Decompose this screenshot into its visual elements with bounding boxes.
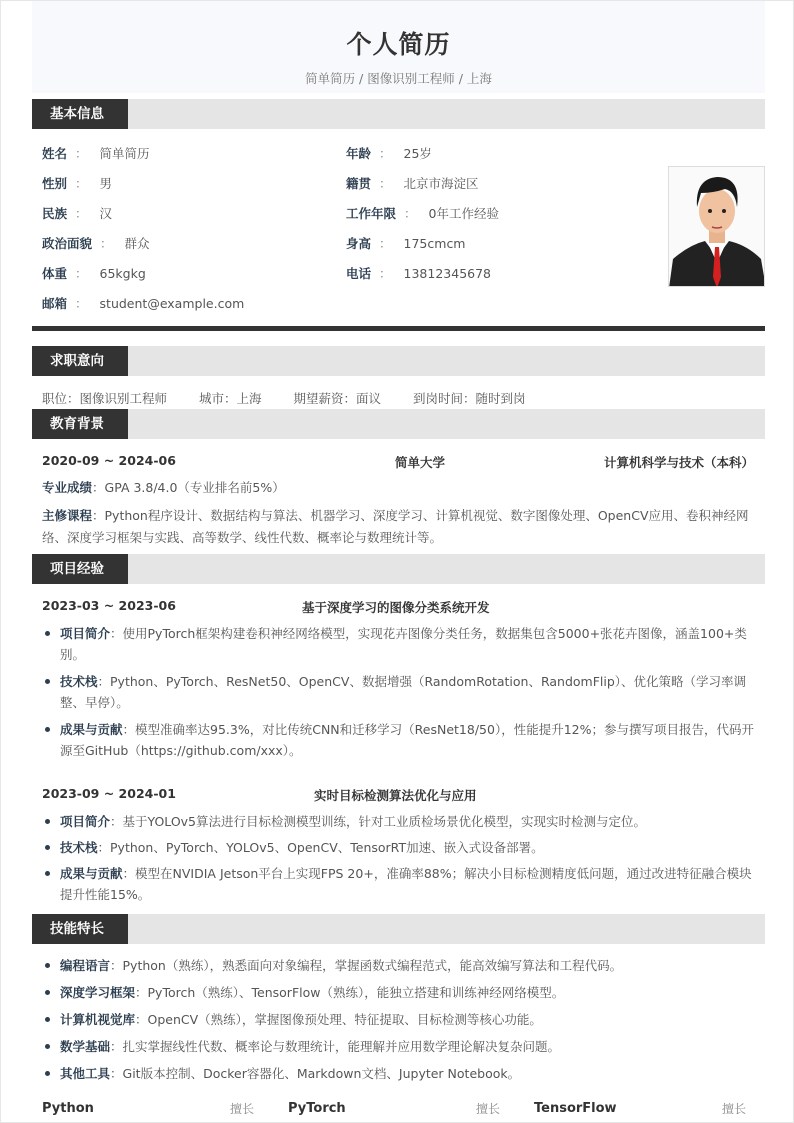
info-label: 性别 (42, 176, 68, 191)
skill-label: 编程语言 (60, 958, 111, 973)
bullet-text: ：Python、PyTorch、YOLOv5、OpenCV、TensorRT加速、嵌入式设备部署。 (97, 840, 544, 855)
edu-courses (42, 505, 758, 549)
skill-text: ：PyTorch（熟练）、TensorFlow（熟练），能独立搭建和训练神经网络模型。 (135, 985, 565, 1000)
edu-school: 简单大学 (394, 455, 445, 470)
section-title: 基本信息 (32, 99, 128, 129)
project-bullet (42, 671, 758, 713)
info-value: 简单简历 (99, 146, 150, 161)
info-field (42, 234, 150, 252)
info-value: 175cmcm (403, 236, 466, 251)
info-label: 身高 (346, 236, 372, 251)
skill-level: 擅长 (229, 1102, 254, 1116)
project-bullets (42, 811, 758, 910)
info-label: 籍贯 (346, 176, 372, 191)
skill-level-item (534, 1100, 754, 1117)
info-field (346, 264, 491, 282)
info-separator: ： (75, 176, 88, 191)
skill-label: 计算机视觉库 (60, 1012, 136, 1027)
skill-text: ：OpenCV（熟练），掌握图像预处理、特征提取、目标检测等核心功能。 (135, 1012, 542, 1027)
info-label: 邮箱 (42, 296, 68, 311)
project-period: 2023-09 ~ 2024-01 (42, 786, 176, 801)
info-field (42, 294, 244, 312)
skill-label: 深度学习框架 (60, 985, 136, 1000)
project-header (42, 598, 754, 616)
bullet-label: 成果与贡献 (60, 866, 123, 881)
skill-name: PyTorch (288, 1101, 346, 1116)
info-label: 工作年限 (346, 206, 397, 221)
info-label: 年龄 (346, 146, 372, 161)
intent-city: 城市：上海 (199, 391, 262, 406)
info-field (42, 264, 146, 282)
education-row (42, 453, 754, 471)
bullet-text: ：基于YOLOv5算法进行目标检测模型训练，针对工业质检场景优化模型，实现实时检测与定位。 (110, 814, 647, 829)
page-title: 个人简历 (346, 30, 451, 59)
bullet-label: 项目简介 (60, 626, 111, 641)
project-name: 实时目标检测算法优化与应用 (314, 788, 477, 803)
project-header (42, 786, 754, 804)
section-skills (32, 914, 765, 944)
info-field (346, 174, 479, 192)
info-field (42, 204, 112, 222)
edu-gpa (42, 477, 758, 499)
info-value: 北京市海淀区 (403, 176, 479, 191)
info-separator: ： (75, 266, 88, 281)
skill-text: ：Git版本控制、Docker容器化、Markdown文档、Jupyter Notebook。 (110, 1066, 521, 1081)
info-label: 姓名 (42, 146, 68, 161)
project-bullet (42, 863, 758, 905)
info-separator: ： (379, 146, 392, 161)
bullet-text: ：模型在NVIDIA Jetson平台上实现FPS 20+，准确率88%；解决小目标检测精度低问题，通过改进特征融合模块提升性能15%。 (60, 866, 752, 902)
skill-level-item (288, 1100, 508, 1117)
info-value: 13812345678 (403, 266, 492, 281)
skill-bullet (42, 955, 758, 976)
info-value: student@example.com (99, 296, 245, 311)
info-field (42, 144, 150, 162)
divider (32, 326, 765, 331)
section-title: 技能特长 (32, 914, 128, 944)
courses-value: ：Python程序设计、数据结构与算法、机器学习、深度学习、计算机视觉、数字图像处理、OpenCV应用、卷积神经网络、深度学习框架与实践、高等数学、线性代数、概率论与数理统计等。 (42, 508, 749, 545)
section-title: 求职意向 (32, 346, 128, 376)
gpa-value: ：GPA 3.8/4.0（专业排名前5%） (92, 480, 285, 495)
skill-text: ：Python（熟练），熟悉面向对象编程，掌握函数式编程范式，能高效编写算法和工程代码。 (110, 958, 623, 973)
section-education (32, 409, 765, 439)
skill-level-item (42, 1100, 262, 1117)
skill-label: 数学基础 (60, 1039, 111, 1054)
section-title: 项目经验 (32, 554, 128, 584)
project-bullet (42, 811, 758, 832)
bullet-text: ：使用PyTorch框架构建卷积神经网络模型，实现花卉图像分类任务，数据集包含5000+张花卉图像，涵盖100+类别。 (60, 626, 747, 662)
skill-bullet (42, 1009, 758, 1030)
intent-start: 到岗时间：随时到岗 (413, 391, 526, 406)
section-basic-info (32, 99, 765, 129)
skill-bullet (42, 1063, 758, 1084)
info-label: 电话 (346, 266, 372, 281)
intent-position: 职位：图像识别工程师 (42, 391, 168, 406)
intent-salary: 期望薪资：面议 (293, 391, 382, 406)
project-period: 2023-03 ~ 2023-06 (42, 598, 176, 613)
bullet-label: 技术栈 (60, 840, 98, 855)
page-subtitle: 简单简历 / 图像识别工程师 / 上海 (305, 71, 492, 86)
bullet-label: 项目简介 (60, 814, 111, 829)
info-field (346, 144, 432, 162)
info-label: 政治面貌 (42, 236, 93, 251)
gpa-label: 专业成绩 (42, 480, 93, 495)
skills-list (42, 955, 758, 1090)
project-bullet (42, 837, 758, 858)
info-separator: ： (379, 176, 392, 191)
info-separator: ： (75, 146, 88, 161)
skill-level: 擅长 (721, 1102, 746, 1116)
info-separator: ： (100, 236, 113, 251)
bullet-label: 成果与贡献 (60, 722, 123, 737)
project-bullets (42, 623, 758, 767)
project-name: 基于深度学习的图像分类系统开发 (302, 600, 490, 615)
section-projects (32, 554, 765, 584)
resume-header (32, 1, 765, 93)
info-value: 0年工作经验 (428, 206, 499, 221)
skill-bullet (42, 982, 758, 1003)
edu-period: 2020-09 ~ 2024-06 (42, 453, 176, 468)
section-job-intent (32, 346, 765, 376)
info-field (42, 174, 112, 192)
info-label: 体重 (42, 266, 68, 281)
skill-bullet (42, 1036, 758, 1057)
skill-name: TensorFlow (534, 1101, 617, 1116)
info-separator: ： (75, 296, 88, 311)
section-title: 教育背景 (32, 409, 128, 439)
info-field (346, 204, 499, 222)
skill-label: 其他工具 (60, 1066, 111, 1081)
edu-major: 计算机科学与技术（本科） (603, 455, 754, 470)
info-value: 汉 (99, 206, 113, 221)
courses-label: 主修课程 (42, 508, 93, 523)
info-separator: ： (379, 236, 392, 251)
project-bullet (42, 623, 758, 665)
project-bullet (42, 719, 758, 761)
skill-name: Python (42, 1101, 94, 1116)
info-value: 65kgkg (99, 266, 146, 281)
info-value: 群众 (124, 236, 150, 251)
info-field (346, 234, 466, 252)
info-separator: ： (404, 206, 417, 221)
info-label: 民族 (42, 206, 68, 221)
info-separator: ： (379, 266, 392, 281)
info-separator: ： (75, 206, 88, 221)
profile-photo (668, 166, 765, 287)
job-intent-row (42, 389, 526, 407)
bullet-label: 技术栈 (60, 674, 98, 689)
skill-level: 擅长 (475, 1102, 500, 1116)
bullet-text: ：模型准确率达95.3%，对比传统CNN和迁移学习（ResNet18/50），性能提升12%；参与撰写项目报告，代码开源至GitHub（https://github.com/xxx）。 (60, 722, 754, 758)
info-value: 25岁 (403, 146, 432, 161)
skill-text: ：扎实掌握线性代数、概率论与数理统计，能理解并应用数学理论解决复杂问题。 (110, 1039, 561, 1054)
info-value: 男 (99, 176, 113, 191)
bullet-text: ：Python、PyTorch、ResNet50、OpenCV、数据增强（RandomRotation、RandomFlip）、优化策略（学习率调整、早停）。 (60, 674, 747, 710)
